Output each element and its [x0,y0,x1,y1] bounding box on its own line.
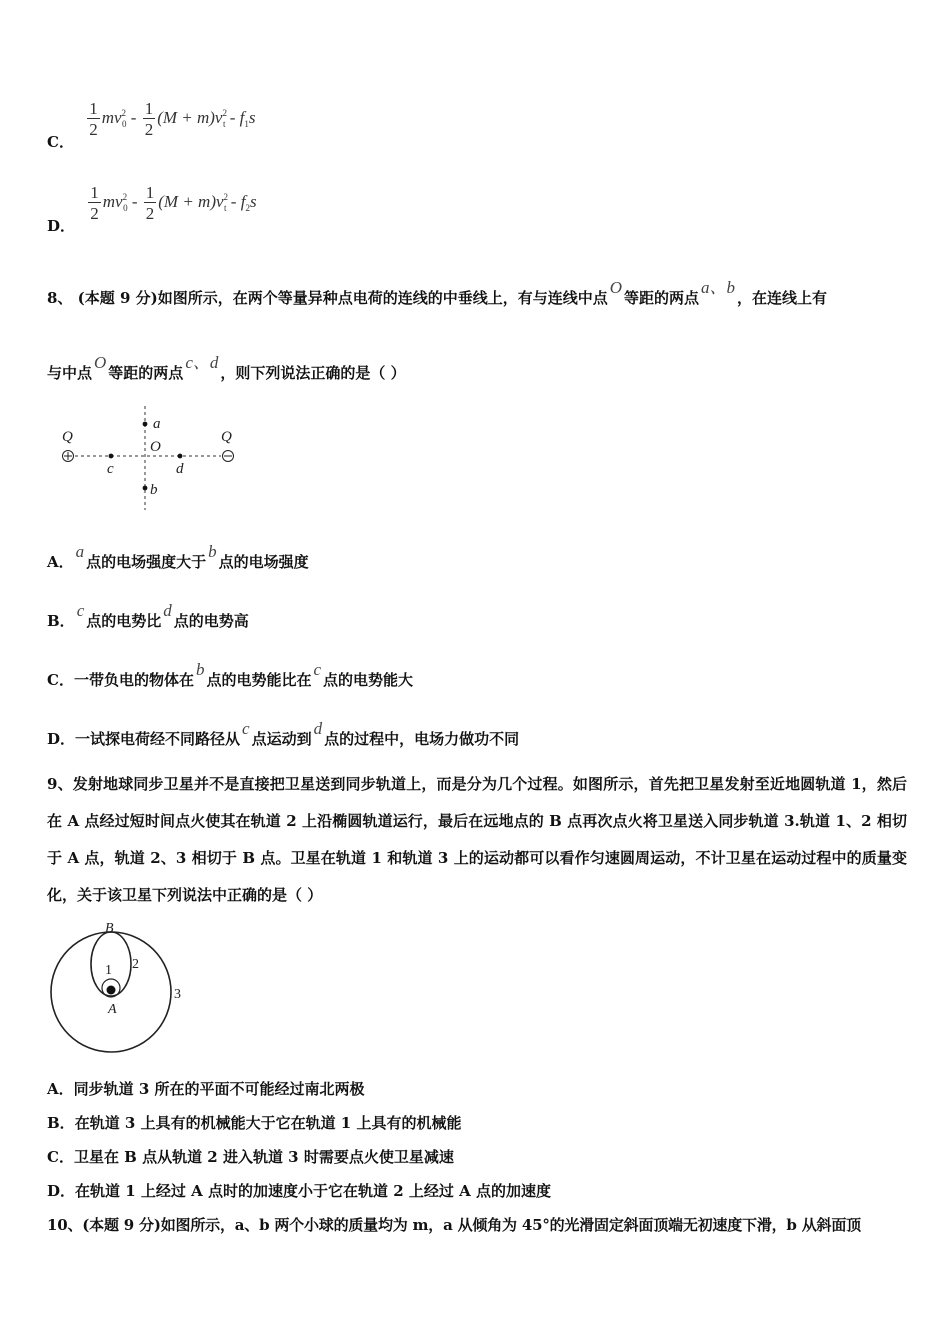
charge-left-label: Q [62,429,73,445]
q7-option-d [47,183,257,235]
orbit-1-label: 1 [105,963,112,978]
q9-stem: 9、发射地球同步卫星并不是直接把卫星送到同步轨道上，而是分为几个过程。如图所示，首先把卫星发射至近地圆轨道 1，然后在 A 点经过短时间点火使其在轨道 2 上沿椭圆轨道运行，最后在远地点的 B 点再次点火将卫星送入同步轨道 3.轨道 1、2 相切于 A 点，轨道 2、3 相切于 B 点。卫星在轨道 1 和轨道 3 上的运动都可以看作匀速圆周运动，不计卫星在运动过程中的质量变化，关于该卫星下列说法中正确的是（ ） [47,775,907,904]
point-b-label: B [105,921,114,936]
q8-stem-line1: 8、 (本题 9 分)如图所示，在两个等量异种点电荷的连线的中垂线上，有与连线中点O等距的两点a、b，在连线上有 [47,278,828,307]
point-a-label: A [108,1002,117,1017]
q8-charges-figure [55,402,255,514]
point-d-label: d [176,461,184,477]
orbit-2-label: 2 [132,957,139,972]
point-a-label: a [153,416,161,432]
orbit-3-label: 3 [174,987,181,1002]
q9-option-c: C．卫星在 B 点从轨道 2 进入轨道 3 时需要点火使卫星减速 [47,1148,454,1166]
kinetic-energy-formula: $\frac{1}{2}$ $mv^2_0$ - $\frac{1}{2}$ $(M + m)v^2_t - f_1s$ [89,99,256,139]
q8-option-d: D．一试探电荷经不同路径从c点运动到d点的过程中，电场力做功不同 [47,719,520,748]
q8-option-b: B．c点的电势比d点的电势高 [47,601,249,630]
q10-stem: 10、(本题 9 分)如图所示，a、b 两个小球的质量均为 m，a 从倾角为 45°的光滑固定斜面顶端无初速度下滑，b 从斜面顶 [47,1216,861,1234]
option-letter: D． [47,216,76,235]
q8-option-a: A．a点的电场强度大于b点的电场强度 [47,542,309,571]
point-d-dot [178,454,183,459]
charge-right-label: Q [221,429,232,445]
point-a-dot [143,422,148,427]
kinetic-energy-formula: $\frac{1}{2}$ $mv^2_0$ - $\frac{1}{2}$ $(M + m)v^2_t - f_2s$ [90,183,257,223]
q8-stem-line2: 与中点O等距的两点c、d，则下列说法正确的是（ ） [47,353,406,382]
earth-icon [107,986,116,995]
point-c-dot [109,454,114,459]
point-b-dot [143,486,148,491]
q7-option-c [47,99,256,151]
q9-option-a: A．同步轨道 3 所在的平面不可能经过南北两极 [47,1080,365,1098]
q9-option-b: B．在轨道 3 上具有的机械能大于它在轨道 1 上具有的机械能 [47,1114,462,1132]
q9-option-d: D．在轨道 1 上经过 A 点时的加速度小于它在轨道 2 上经过 A 点的加速度 [47,1182,551,1200]
q8-option-c: C．一带负电的物体在b点的电势能比在c点的电势能大 [47,660,414,689]
point-b-label: b [150,482,158,498]
point-o-label: O [150,439,161,455]
point-c-label: c [107,461,114,477]
q9-orbit-figure [48,916,198,1056]
option-letter: C． [47,132,74,151]
